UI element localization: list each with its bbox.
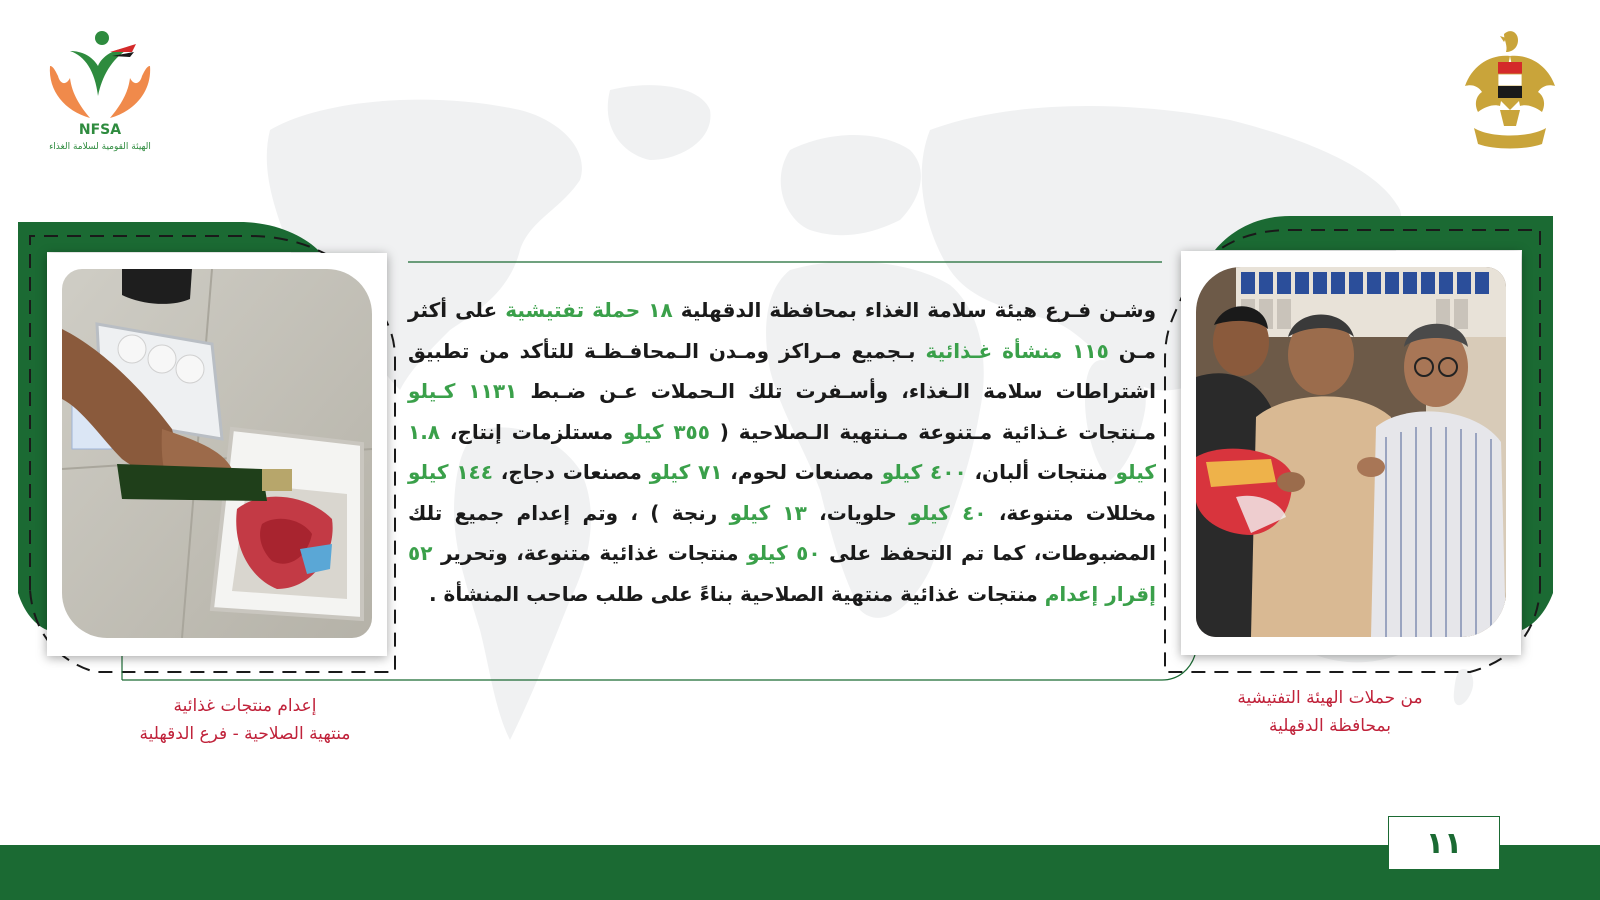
caption-right-line1: من حملات الهيئة التفتيشية xyxy=(1237,688,1423,708)
body-text-segment: مستلزمات إنتاج، xyxy=(440,419,624,444)
caption-left-line1: إعدام منتجات غذائية xyxy=(173,696,317,716)
body-text-segment: منتجات غذائية متنوعة، وتحرير xyxy=(432,541,748,565)
caption-left xyxy=(95,692,395,748)
body-text-segment: منتجات غذائية منتهية الصلاحية بناءً على طلب صاحب المنشأة . xyxy=(429,581,1045,606)
egypt-eagle-emblem xyxy=(1460,26,1560,151)
nfsa-logo xyxy=(40,26,160,161)
highlighted-figure: ٥٢ إقرار إعدام xyxy=(408,541,1156,606)
nfsa-acronym: NFSA xyxy=(78,122,122,138)
highlighted-figure: ٤٠٠ كيلو xyxy=(881,460,967,484)
body-text-segment: مـنتجات غـذائية مـتنوعة مـنتهية الـصلاحية ( xyxy=(709,419,1157,444)
body-text-segment: وشـن فـرع هيئة سلامة الغذاء بمحافظة الدقهلية xyxy=(672,298,1156,322)
photo-destroying-expired-food xyxy=(47,253,387,656)
body-paragraph xyxy=(408,290,1156,614)
body-text-segment: على أكثر مـن xyxy=(408,298,1156,363)
eagle-icon xyxy=(1460,26,1560,151)
highlighted-figure: ١٤٤ كيلو xyxy=(408,460,493,484)
body-text-segment: رنجة ) ، وتم إعدام جميع تلك المضبوطات، كما تم التحفظ على xyxy=(408,500,1156,565)
main-text-box xyxy=(408,290,1156,665)
nfsa-hands-icon xyxy=(40,26,160,126)
expired-food-disposal-image xyxy=(62,269,372,638)
highlighted-figure: ١١٣١ كـيلو xyxy=(408,379,518,403)
highlighted-figure: ٥٠ كيلو xyxy=(747,541,821,565)
caption-right-line2: بمحافظة الدقهلية xyxy=(1269,716,1391,736)
highlighted-figure: ١.٨ كيلو xyxy=(408,419,1157,484)
caption-right xyxy=(1180,684,1480,740)
body-text-segment: بـجميع مـراكز ومـدن الـمحافـظـة للتأكد من تطبيق اشتراطات سلامة الـغذاء، وأسـفرت تلك الـحملات عـن ضـبط xyxy=(408,338,1156,403)
caption-left-line2: منتهية الصلاحية - فرع الدقهلية xyxy=(139,724,351,744)
highlighted-figure: ٣٥٥ كيلو xyxy=(623,419,710,444)
body-text-segment: منتجات ألبان، xyxy=(966,460,1116,484)
body-text-segment: مصنعات لحوم، xyxy=(722,460,882,484)
page-number: ١١ xyxy=(1388,816,1500,870)
photo-inspection-campaign xyxy=(1181,251,1521,655)
body-text-segment: مصنعات دجاج، xyxy=(492,460,650,484)
body-text-segment: حلويات، xyxy=(806,500,910,525)
highlighted-figure: ١٨ حملة تفتيشية xyxy=(505,298,673,322)
nfsa-full-name: الهيئة القومية لسلامة الغذاء xyxy=(49,142,151,152)
body-text-segment: مخللات متنوعة، xyxy=(986,500,1157,525)
highlighted-figure: ١١٥ منشأة غـذائية xyxy=(925,338,1109,363)
highlighted-figure: ٤٠ كيلو xyxy=(909,500,987,525)
highlighted-figure: ١٣ كيلو xyxy=(729,500,807,525)
inspection-team-image xyxy=(1196,267,1506,637)
highlighted-figure: ٧١ كيلو xyxy=(649,460,723,484)
